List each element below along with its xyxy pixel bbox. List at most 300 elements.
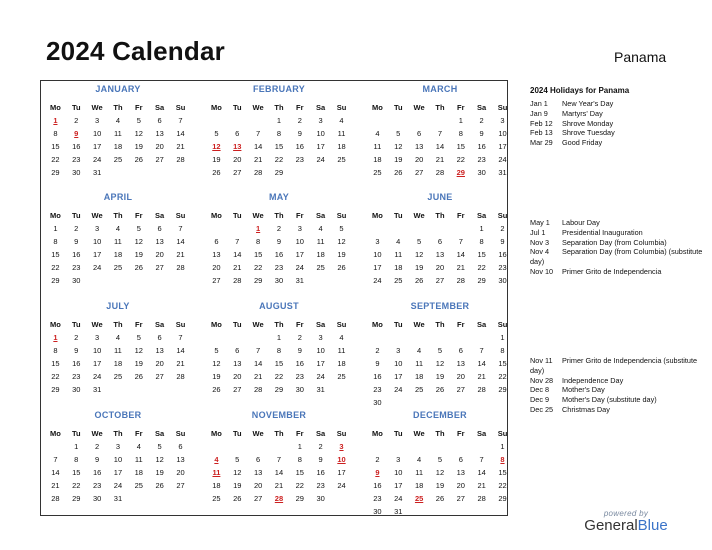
holiday-item bbox=[530, 109, 708, 119]
weekday-header: Tu bbox=[393, 320, 403, 329]
month-may bbox=[206, 189, 352, 297]
day-cell: 11 bbox=[373, 142, 382, 151]
day-cell: 2 bbox=[500, 224, 505, 233]
day-cell: 30 bbox=[92, 494, 102, 503]
holiday-item bbox=[530, 138, 708, 148]
day-cell: 4 bbox=[417, 455, 422, 464]
day-cell: 30 bbox=[72, 168, 81, 177]
day-cell: 26 bbox=[435, 494, 445, 503]
day-cell: 19 bbox=[134, 142, 143, 151]
holiday-day-cell: 4 bbox=[214, 455, 219, 464]
month-name: FEBRUARY bbox=[252, 84, 306, 94]
day-cell: 10 bbox=[394, 359, 403, 368]
empty-cell bbox=[206, 114, 227, 127]
holiday-date: Jan 9 bbox=[530, 108, 548, 118]
day-cell: 15 bbox=[477, 250, 486, 259]
day-cell: 2 bbox=[375, 346, 380, 355]
day-cell: 30 bbox=[72, 276, 81, 285]
weekday-header: Sa bbox=[155, 211, 165, 220]
empty-cell bbox=[227, 222, 248, 235]
empty-cell bbox=[430, 505, 451, 518]
day-cell: 26 bbox=[134, 372, 143, 381]
day-cell: 25 bbox=[113, 155, 123, 164]
day-cell: 8 bbox=[74, 455, 79, 464]
holiday-date: Feb 12 bbox=[530, 118, 553, 128]
day-cell: 20 bbox=[233, 155, 242, 164]
day-cell: 24 bbox=[394, 385, 403, 394]
month-march bbox=[367, 81, 513, 189]
day-cell: 3 bbox=[297, 224, 302, 233]
day-cell: 1 bbox=[53, 224, 58, 233]
weekday-header: We bbox=[413, 211, 425, 220]
weekday-header: Su bbox=[336, 103, 347, 112]
day-cell: 29 bbox=[274, 168, 284, 177]
day-cell: 21 bbox=[176, 250, 185, 259]
empty-cell bbox=[450, 440, 471, 453]
empty-cell bbox=[310, 274, 331, 287]
holiday-day-cell: 13 bbox=[233, 142, 242, 151]
empty-cell bbox=[367, 222, 388, 235]
day-cell: 14 bbox=[176, 346, 185, 355]
holiday-day-cell: 10 bbox=[337, 455, 346, 464]
day-cell: 5 bbox=[235, 455, 240, 464]
day-cell: 20 bbox=[253, 481, 263, 490]
empty-cell bbox=[170, 492, 191, 505]
weekday-header: Fr bbox=[135, 211, 143, 220]
day-cell: 22 bbox=[51, 372, 60, 381]
day-cell: 27 bbox=[435, 276, 445, 285]
day-cell: 31 bbox=[92, 168, 102, 177]
day-cell: 4 bbox=[339, 333, 344, 342]
day-cell: 20 bbox=[414, 155, 424, 164]
weekday-header: Su bbox=[497, 211, 508, 220]
day-cell: 10 bbox=[498, 129, 507, 138]
day-cell: 26 bbox=[414, 276, 424, 285]
weekday-header: Fr bbox=[296, 211, 304, 220]
day-cell: 28 bbox=[176, 263, 185, 272]
empty-cell bbox=[87, 274, 108, 287]
month-january bbox=[45, 81, 191, 189]
weekday-header: Fr bbox=[296, 103, 304, 112]
day-cell: 17 bbox=[92, 142, 102, 151]
empty-cell bbox=[128, 492, 149, 505]
day-cell: 5 bbox=[136, 333, 141, 342]
day-cell: 3 bbox=[318, 116, 323, 125]
day-cell: 9 bbox=[479, 129, 484, 138]
holiday-name: Labour Day bbox=[562, 218, 600, 227]
weekday-header: Mo bbox=[50, 211, 61, 220]
day-cell: 15 bbox=[253, 250, 263, 259]
weekday-header: Fr bbox=[457, 103, 465, 112]
empty-cell bbox=[388, 331, 409, 344]
day-cell: 29 bbox=[498, 494, 507, 503]
day-cell: 18 bbox=[316, 250, 325, 259]
holiday-name: Separation Day (from Columbia) bbox=[562, 237, 667, 247]
day-cell: 16 bbox=[316, 468, 325, 477]
day-cell: 4 bbox=[136, 442, 141, 451]
holiday-group-3 bbox=[530, 356, 708, 415]
month-name: JULY bbox=[106, 301, 130, 311]
holiday-item bbox=[530, 247, 708, 267]
empty-cell bbox=[227, 331, 248, 344]
day-cell: 26 bbox=[337, 263, 346, 272]
day-cell: 1 bbox=[479, 224, 484, 233]
day-cell: 6 bbox=[437, 237, 443, 246]
day-cell: 24 bbox=[337, 481, 346, 490]
day-cell: 2 bbox=[95, 442, 100, 451]
empty-cell bbox=[492, 505, 513, 518]
weekday-header: Tu bbox=[71, 211, 81, 220]
empty-cell bbox=[289, 166, 310, 179]
day-cell: 9 bbox=[74, 346, 79, 355]
day-cell: 16 bbox=[373, 372, 382, 381]
weekday-header: We bbox=[252, 429, 264, 438]
day-cell: 16 bbox=[72, 142, 81, 151]
weekday-header: Fr bbox=[457, 429, 465, 438]
day-cell: 17 bbox=[316, 142, 325, 151]
day-cell: 4 bbox=[115, 116, 121, 125]
day-cell: 22 bbox=[274, 372, 284, 381]
day-cell: 14 bbox=[435, 142, 445, 151]
day-cell: 15 bbox=[295, 468, 304, 477]
day-cell: 26 bbox=[212, 385, 221, 394]
empty-cell bbox=[170, 274, 191, 287]
day-cell: 14 bbox=[456, 250, 465, 259]
holiday-date: Dec 8 bbox=[530, 385, 550, 395]
day-cell: 26 bbox=[394, 168, 403, 177]
day-cell: 4 bbox=[318, 224, 323, 233]
day-cell: 19 bbox=[134, 359, 143, 368]
day-cell: 14 bbox=[176, 237, 185, 246]
day-cell: 19 bbox=[414, 263, 424, 272]
holiday-item bbox=[530, 128, 708, 138]
day-cell: 20 bbox=[456, 481, 465, 490]
weekday-header: Fr bbox=[135, 429, 143, 438]
weekday-header: We bbox=[413, 429, 425, 438]
day-cell: 9 bbox=[297, 346, 302, 355]
holiday-date: May 1 bbox=[530, 218, 550, 227]
day-cell: 12 bbox=[212, 359, 221, 368]
day-cell: 11 bbox=[114, 346, 122, 355]
day-cell: 12 bbox=[155, 455, 164, 464]
day-cell: 25 bbox=[337, 372, 346, 381]
empty-cell bbox=[331, 166, 352, 179]
day-cell: 25 bbox=[316, 263, 325, 272]
empty-cell bbox=[206, 331, 227, 344]
day-cell: 23 bbox=[72, 263, 81, 272]
empty-cell bbox=[430, 331, 451, 344]
weekday-header: We bbox=[91, 429, 103, 438]
day-cell: 9 bbox=[318, 455, 323, 464]
day-cell: 28 bbox=[477, 494, 486, 503]
day-cell: 4 bbox=[375, 129, 380, 138]
day-cell: 6 bbox=[417, 129, 422, 138]
weekday-header: We bbox=[413, 103, 425, 112]
day-cell: 3 bbox=[396, 346, 401, 355]
day-cell: 23 bbox=[274, 263, 284, 272]
day-cell: 20 bbox=[176, 468, 185, 477]
day-cell: 19 bbox=[233, 481, 242, 490]
day-cell: 17 bbox=[337, 468, 346, 477]
weekday-header: Fr bbox=[296, 429, 304, 438]
weekday-header: Sa bbox=[477, 211, 487, 220]
day-cell: 1 bbox=[297, 442, 302, 451]
empty-cell bbox=[170, 166, 191, 179]
month-name: JANUARY bbox=[95, 84, 141, 94]
holiday-date: Nov 4 bbox=[530, 247, 550, 257]
day-cell: 1 bbox=[458, 116, 463, 125]
day-cell: 10 bbox=[92, 346, 102, 355]
day-cell: 12 bbox=[134, 237, 143, 246]
day-cell: 18 bbox=[113, 250, 123, 259]
day-cell: 6 bbox=[157, 333, 162, 342]
weekday-header: Th bbox=[435, 103, 445, 112]
day-cell: 2 bbox=[276, 224, 282, 233]
weekday-header: Mo bbox=[211, 320, 222, 329]
day-cell: 17 bbox=[316, 359, 325, 368]
day-cell: 1 bbox=[74, 442, 79, 451]
day-cell: 21 bbox=[176, 359, 185, 368]
holiday-date: Feb 13 bbox=[530, 128, 553, 138]
day-cell: 9 bbox=[74, 237, 79, 246]
day-cell: 14 bbox=[233, 250, 242, 259]
day-cell: 5 bbox=[136, 116, 141, 125]
day-cell: 1 bbox=[500, 333, 505, 342]
empty-cell bbox=[128, 274, 149, 287]
day-cell: 22 bbox=[498, 372, 507, 381]
day-cell: 23 bbox=[498, 263, 507, 272]
day-cell: 19 bbox=[435, 372, 445, 381]
day-cell: 30 bbox=[373, 507, 382, 516]
day-cell: 27 bbox=[253, 494, 263, 503]
holidays-title: 2024 Holidays for Panama bbox=[530, 86, 630, 95]
day-cell: 9 bbox=[297, 129, 302, 138]
day-cell: 15 bbox=[72, 468, 81, 477]
empty-cell bbox=[450, 505, 471, 518]
empty-cell bbox=[206, 222, 227, 235]
day-cell: 21 bbox=[51, 481, 60, 490]
weekday-header: Sa bbox=[155, 103, 165, 112]
empty-cell bbox=[367, 440, 388, 453]
day-cell: 11 bbox=[114, 237, 122, 246]
month-name: AUGUST bbox=[259, 301, 299, 311]
weekday-header: Th bbox=[274, 103, 284, 112]
day-cell: 9 bbox=[276, 237, 282, 246]
empty-cell bbox=[45, 440, 66, 453]
day-cell: 24 bbox=[373, 276, 382, 285]
day-cell: 7 bbox=[178, 224, 183, 233]
day-cell: 14 bbox=[477, 468, 486, 477]
empty-cell bbox=[388, 114, 409, 127]
day-cell: 1 bbox=[500, 442, 505, 451]
day-cell: 27 bbox=[155, 263, 164, 272]
empty-cell bbox=[206, 440, 227, 453]
day-cell: 2 bbox=[297, 333, 302, 342]
day-cell: 20 bbox=[435, 263, 445, 272]
holiday-day-cell: 28 bbox=[274, 494, 284, 503]
empty-cell bbox=[128, 383, 149, 396]
day-cell: 8 bbox=[276, 129, 282, 138]
day-cell: 17 bbox=[92, 359, 102, 368]
month-name: APRIL bbox=[103, 192, 133, 202]
day-cell: 27 bbox=[212, 276, 221, 285]
weekday-header: We bbox=[252, 211, 264, 220]
holiday-date: Nov 3 bbox=[530, 237, 550, 247]
day-cell: 14 bbox=[274, 468, 284, 477]
day-cell: 24 bbox=[92, 372, 102, 381]
month-april bbox=[45, 189, 191, 297]
holiday-name: Mother's Day (substitute day) bbox=[562, 395, 657, 405]
day-cell: 25 bbox=[113, 263, 123, 272]
weekday-header: Mo bbox=[372, 103, 383, 112]
day-cell: 22 bbox=[72, 481, 81, 490]
weekday-header: Th bbox=[113, 211, 123, 220]
day-cell: 20 bbox=[155, 142, 164, 151]
empty-cell bbox=[310, 166, 331, 179]
brand-name-part1: General bbox=[584, 517, 638, 534]
day-cell: 16 bbox=[72, 359, 81, 368]
day-cell: 17 bbox=[373, 263, 382, 272]
day-cell: 6 bbox=[458, 346, 463, 355]
empty-cell bbox=[409, 505, 430, 518]
holiday-item bbox=[530, 356, 708, 376]
day-cell: 27 bbox=[155, 155, 164, 164]
day-cell: 7 bbox=[178, 333, 183, 342]
day-cell: 3 bbox=[95, 116, 100, 125]
holiday-name: Good Friday bbox=[562, 138, 603, 148]
day-cell: 22 bbox=[295, 481, 304, 490]
weekday-header: Su bbox=[336, 429, 347, 438]
day-cell: 15 bbox=[456, 142, 465, 151]
day-cell: 20 bbox=[233, 372, 242, 381]
empty-cell bbox=[149, 383, 170, 396]
weekday-header: Fr bbox=[135, 103, 143, 112]
day-cell: 22 bbox=[456, 155, 465, 164]
brand-logo bbox=[580, 509, 672, 534]
day-cell: 3 bbox=[115, 442, 121, 451]
day-cell: 18 bbox=[414, 481, 424, 490]
weekday-header: Sa bbox=[477, 320, 487, 329]
day-cell: 18 bbox=[414, 372, 424, 381]
day-cell: 4 bbox=[417, 346, 422, 355]
day-cell: 23 bbox=[72, 155, 81, 164]
day-cell: 31 bbox=[394, 507, 403, 516]
day-cell: 7 bbox=[256, 346, 261, 355]
empty-cell bbox=[170, 383, 191, 396]
day-cell: 24 bbox=[394, 494, 403, 503]
day-cell: 18 bbox=[394, 263, 403, 272]
weekday-header: Sa bbox=[316, 320, 326, 329]
day-cell: 7 bbox=[178, 116, 183, 125]
holiday-item bbox=[530, 99, 708, 109]
holiday-name: Shrove Monday bbox=[562, 118, 614, 128]
day-cell: 8 bbox=[297, 455, 302, 464]
day-cell: 8 bbox=[458, 129, 463, 138]
day-cell: 26 bbox=[134, 263, 143, 272]
day-cell: 8 bbox=[53, 346, 58, 355]
empty-cell bbox=[471, 440, 492, 453]
day-cell: 21 bbox=[253, 372, 263, 381]
holiday-date: Dec 9 bbox=[530, 395, 550, 405]
day-cell: 17 bbox=[113, 468, 123, 477]
day-cell: 15 bbox=[274, 359, 284, 368]
day-cell: 19 bbox=[212, 155, 221, 164]
holiday-item bbox=[530, 119, 708, 129]
empty-cell bbox=[331, 492, 352, 505]
day-cell: 6 bbox=[256, 455, 261, 464]
day-cell: 29 bbox=[51, 385, 60, 394]
day-cell: 15 bbox=[51, 359, 60, 368]
empty-cell bbox=[430, 440, 451, 453]
day-cell: 5 bbox=[157, 442, 162, 451]
weekday-header: Mo bbox=[211, 103, 222, 112]
day-cell: 5 bbox=[214, 346, 219, 355]
day-cell: 17 bbox=[92, 250, 102, 259]
day-cell: 30 bbox=[274, 276, 284, 285]
day-cell: 7 bbox=[437, 129, 443, 138]
empty-cell bbox=[471, 505, 492, 518]
day-cell: 8 bbox=[53, 129, 58, 138]
day-cell: 31 bbox=[295, 276, 304, 285]
holiday-day-cell: 25 bbox=[414, 494, 424, 503]
holiday-day-cell: 12 bbox=[212, 142, 221, 151]
empty-cell bbox=[409, 222, 430, 235]
weekday-header: Fr bbox=[135, 320, 143, 329]
day-cell: 16 bbox=[373, 481, 382, 490]
weekday-header: Su bbox=[497, 103, 508, 112]
weekday-header: Fr bbox=[296, 320, 304, 329]
day-cell: 31 bbox=[316, 385, 325, 394]
weekday-header: Sa bbox=[477, 103, 487, 112]
day-cell: 10 bbox=[316, 346, 325, 355]
weekday-header: Mo bbox=[50, 103, 61, 112]
day-cell: 19 bbox=[212, 372, 221, 381]
day-cell: 29 bbox=[51, 168, 60, 177]
day-cell: 12 bbox=[337, 237, 346, 246]
weekday-header: Th bbox=[435, 211, 445, 220]
day-cell: 17 bbox=[394, 481, 403, 490]
day-cell: 21 bbox=[477, 481, 486, 490]
weekday-header: Mo bbox=[211, 211, 222, 220]
holiday-date: Nov 11 bbox=[530, 356, 553, 365]
weekday-header: Mo bbox=[372, 211, 383, 220]
weekday-header: Tu bbox=[71, 103, 81, 112]
weekday-header: Th bbox=[274, 320, 284, 329]
weekday-header: Su bbox=[175, 429, 186, 438]
day-cell: 7 bbox=[458, 237, 463, 246]
day-cell: 23 bbox=[72, 372, 81, 381]
day-cell: 16 bbox=[72, 250, 81, 259]
day-cell: 21 bbox=[456, 263, 465, 272]
weekday-header: Su bbox=[497, 320, 508, 329]
weekday-header: Tu bbox=[393, 429, 403, 438]
day-cell: 11 bbox=[337, 346, 346, 355]
weekday-header: Tu bbox=[232, 211, 242, 220]
empty-cell bbox=[248, 331, 269, 344]
day-cell: 7 bbox=[479, 346, 484, 355]
weekday-header: Th bbox=[113, 429, 123, 438]
day-cell: 17 bbox=[394, 372, 403, 381]
day-cell: 25 bbox=[373, 168, 382, 177]
brand-tagline: powered by bbox=[603, 509, 649, 518]
day-cell: 16 bbox=[274, 250, 284, 259]
day-cell: 16 bbox=[295, 359, 304, 368]
day-cell: 8 bbox=[53, 237, 58, 246]
month-name: MAY bbox=[268, 192, 290, 202]
day-cell: 2 bbox=[74, 116, 79, 125]
day-cell: 5 bbox=[136, 224, 141, 233]
day-cell: 27 bbox=[456, 385, 465, 394]
